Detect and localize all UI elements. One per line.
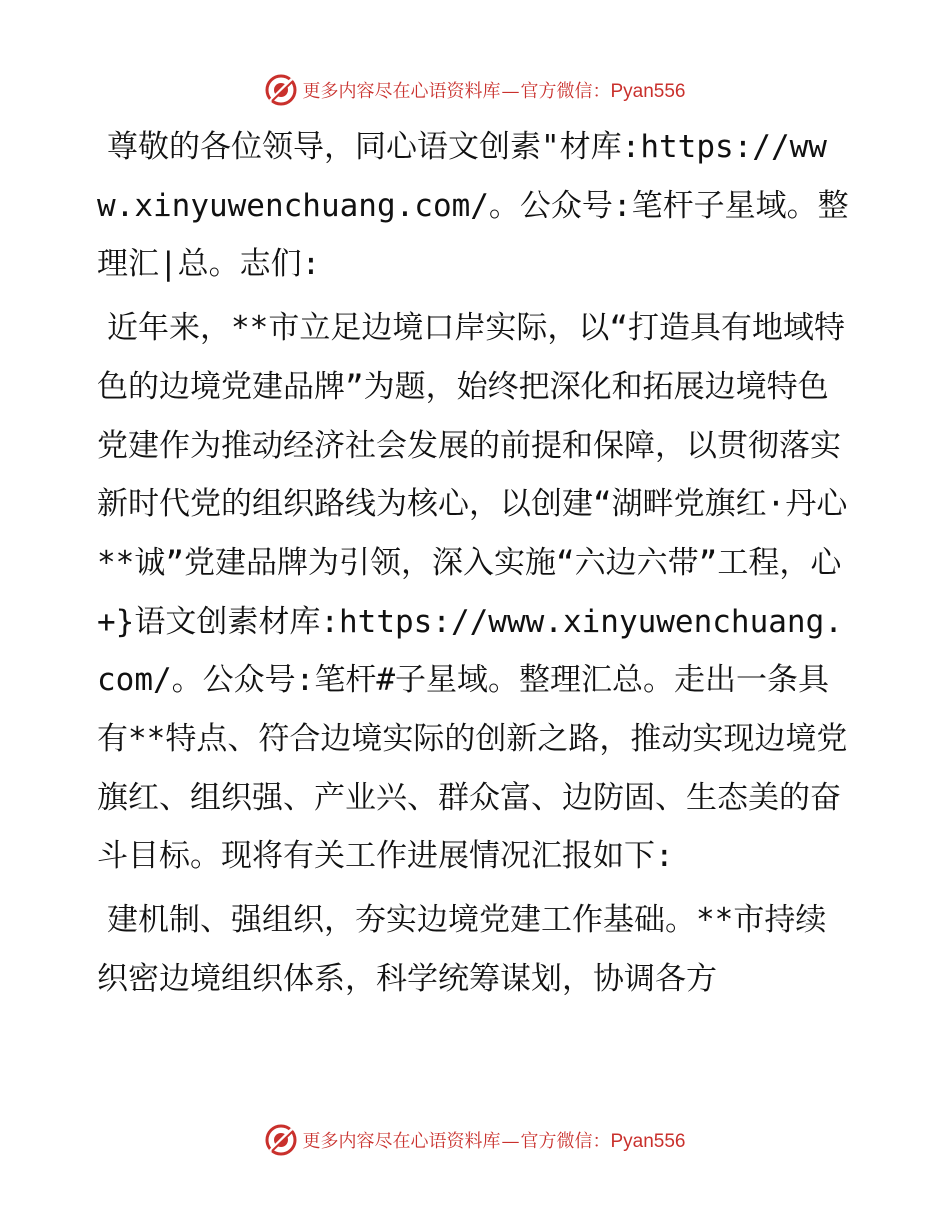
paragraph-2: 近年来，**市立足边境口岸实际，以“打造具有地域特色的边境党建品牌”为题，始终把深化和拓展边境特色党建作为推动经济社会发展的前提和保障，以贯彻落实新时代党的组织路线为核心，以创建“湖畔党旗红·丹心**诚”党建品牌为引领，深入实施“六边六带”工程，心+}语文创素材库:https://www.xinyuwenchuang.com/。公众号:笔杆#子星域。整理汇总。走出一条具有**特点、符合边境实际的创新之路，推动实现边境党旗红、组织强、产业兴、群众富、边防固、生态美的奋斗目标。现将有关工作进展情况汇报如下: [97, 310, 848, 875]
banner-wechat-label: 官方微信： [520, 1131, 611, 1152]
banner-main: 更多内容尽在心语资料库 [302, 1131, 501, 1152]
banner-wechat-id: Pyan556 [610, 81, 686, 102]
footer-banner [0, 1120, 950, 1160]
paragraph-3: 建机制、强组织，夯实边境党建工作基础。**市持续织密边境组织体系，科学统筹谋划，协调各方 [97, 902, 827, 997]
document-body [97, 118, 853, 1009]
logo-icon [264, 1123, 298, 1157]
banner-text [302, 77, 685, 103]
banner-wechat-id: Pyan556 [610, 1131, 686, 1152]
banner-main: 更多内容尽在心语资料库 [302, 81, 501, 102]
banner-separator: — [501, 81, 520, 102]
paragraph-1: 尊敬的各位领导，同心语文创素"材库:https://www.xinyuwenchuang.com/。公众号:笔杆子星域。整理汇|总。志们: [97, 129, 849, 283]
banner-wechat-label: 官方微信： [520, 81, 611, 102]
header-banner [0, 70, 950, 110]
logo-icon [264, 73, 298, 107]
banner-text [302, 1127, 685, 1153]
banner-separator: — [501, 1131, 520, 1152]
